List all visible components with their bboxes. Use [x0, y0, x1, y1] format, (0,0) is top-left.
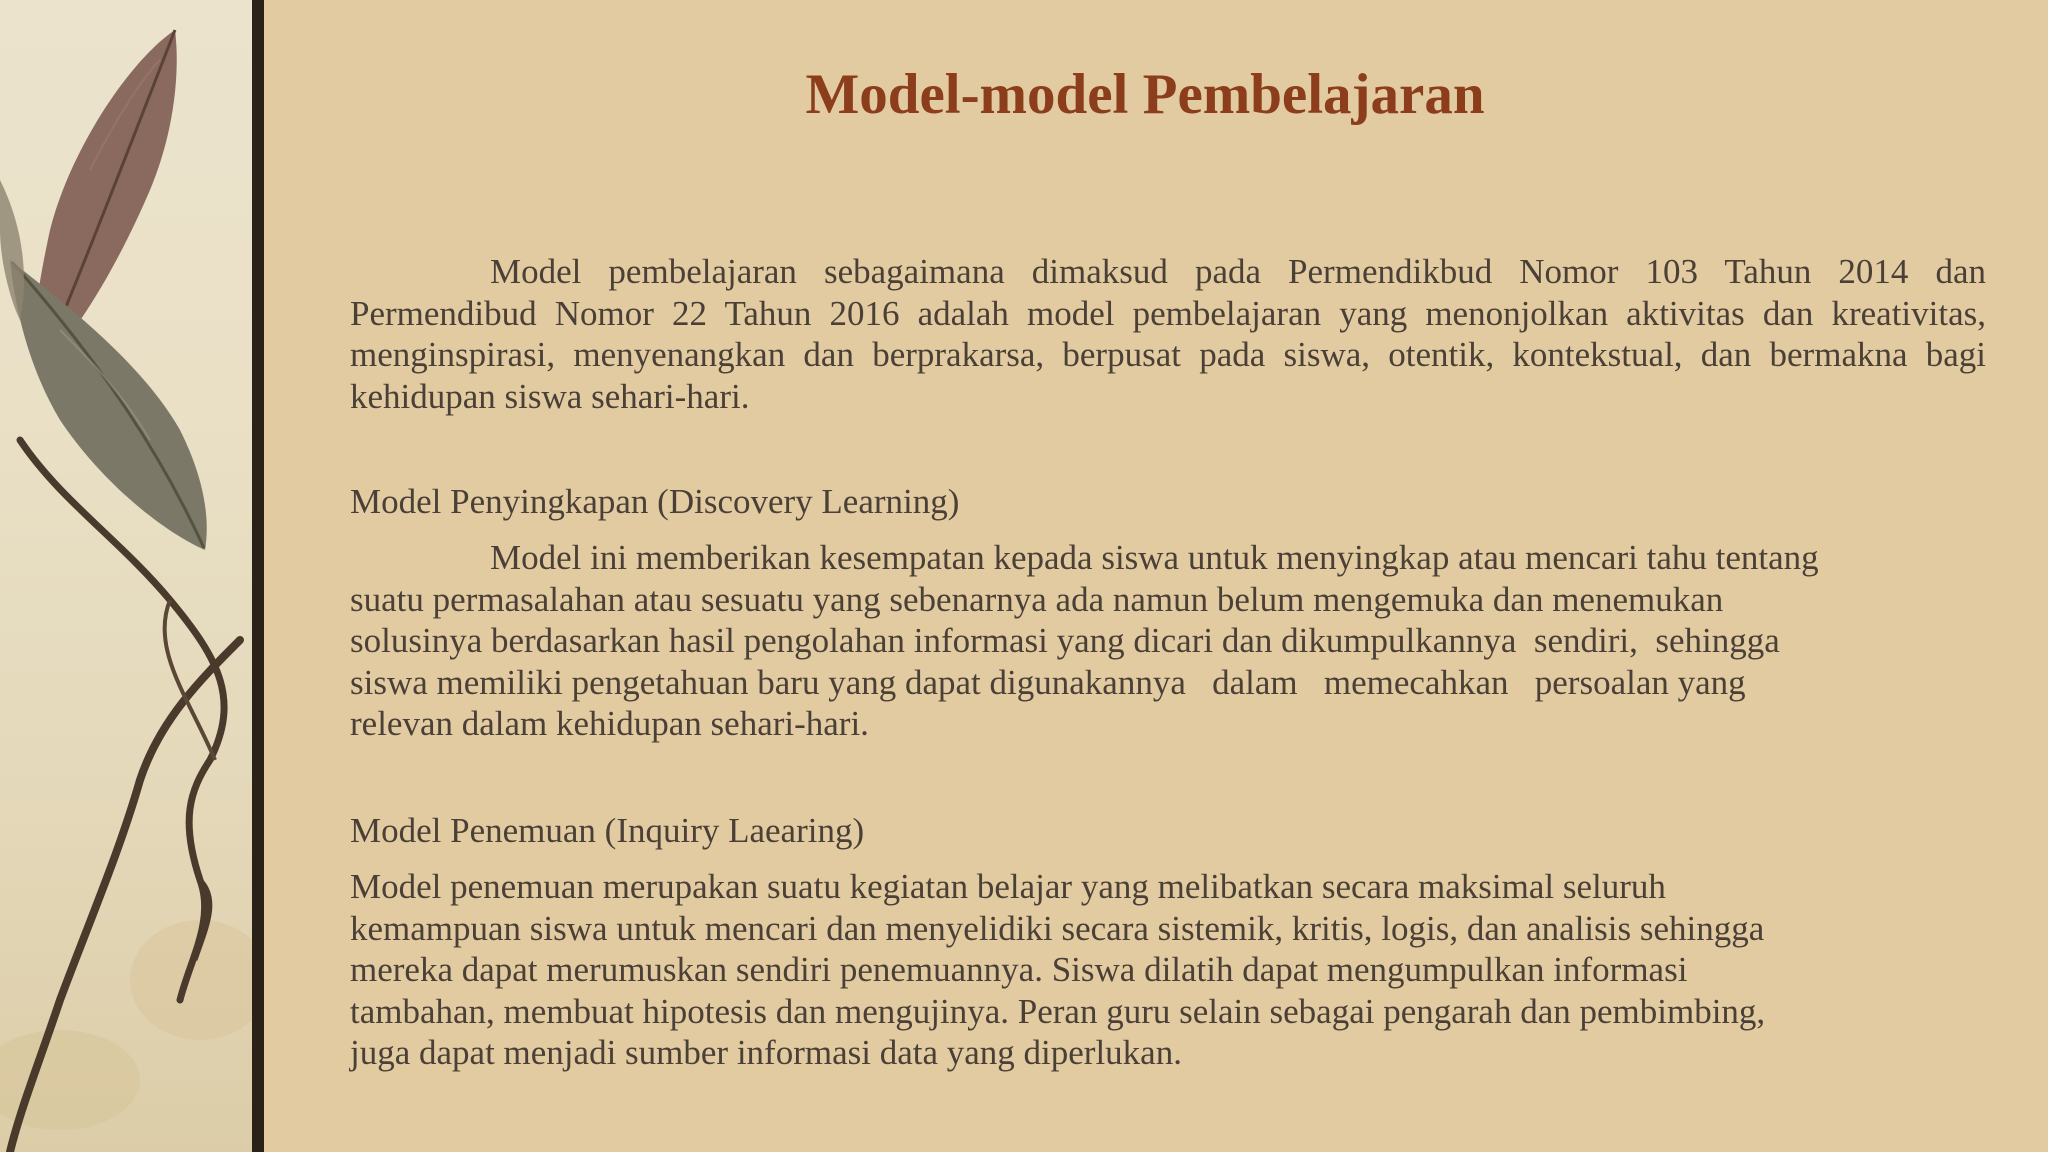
body-line: kemampuan siswa untuk mencari dan menyelidiki secara sistemik, kritis, logis, dan analisis sehingga [350, 908, 1765, 948]
section-body-discovery [350, 537, 1986, 745]
body-line: mereka dapat merumuskan sendiri penemuannya. Siswa dilatih dapat mengumpulkan informasi [350, 950, 1688, 989]
section-body-inquiry [350, 866, 1986, 1074]
body-line: Model penemuan merupakan suatu kegiatan belajar yang melibatkan secara maksimal seluruh [350, 867, 1666, 906]
body-line: solusinya berdasarkan hasil pengolahan informasi yang dicari dan dikumpulkannya sendiri, sehingga [350, 621, 1780, 660]
body-line: suatu permasalahan atau sesuatu yang sebenarnya ada namun belum mengemuka dan menemukan [350, 579, 1724, 619]
vertical-divider-bar [252, 0, 264, 1152]
dried-leaves-branch-illustration [0, 0, 252, 1152]
slide-content [350, 0, 1986, 1152]
section-heading-discovery: Model Penyingkapan (Discovery Learning) [350, 482, 960, 521]
decorative-side-panel [0, 0, 252, 1152]
slide-title: Model-model Pembelajaran [805, 63, 1485, 126]
body-line: Model ini memberikan kesempatan kepada siswa untuk menyingkap atau mencari tahu tentang [490, 538, 1819, 577]
intro-paragraph: Model pembelajaran sebagaimana dimaksud pada Permendikbud Nomor 103 Tahun 2014 dan Permendibud Nomor 22 Tahun 2016 adalah model pembelajaran yang menonjolkan aktivitas dan kreativitas, menginspirasi, menyenangkan dan berprakarsa, berpusat pada siswa, otentik, kontekstual, dan bermakna bagi kehidupan siswa sehari-hari. [350, 252, 1986, 416]
body-line: siswa memiliki pengetahuan baru yang dapat digunakannya dalam memecahkan persoalan yang [350, 662, 1746, 702]
body-line: relevan dalam kehidupan sehari-hari. [350, 704, 869, 743]
body-line: juga dapat menjadi sumber informasi data yang diperlukan. [350, 1033, 1182, 1072]
body-line: tambahan, membuat hipotesis dan mengujinya. Peran guru selain sebagai pengarah dan pembimbing, [350, 991, 1766, 1031]
section-heading-inquiry: Model Penemuan (Inquiry Laearing) [350, 811, 865, 850]
